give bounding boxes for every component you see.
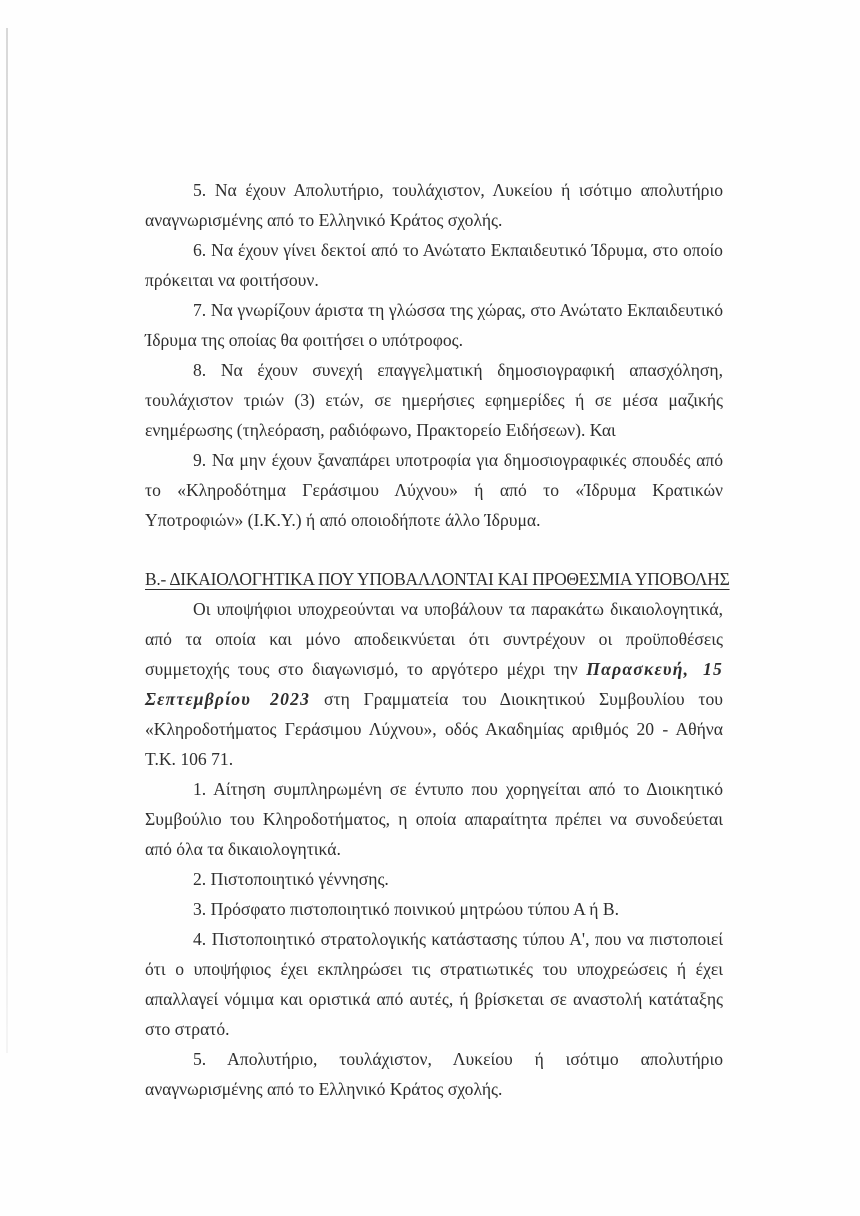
item-number: 5. (193, 180, 207, 200)
item-text: Πρόσφατο πιστοποιητικό ποινικού μητρώου τύπου Α ή Β. (210, 899, 619, 919)
item-number: 7. (193, 300, 207, 320)
item-text: Να γνωρίζουν άριστα τη γλώσσα της χώρας, στο Ανώτατο Εκπαιδευτικό Ίδρυμα της οποίας θα φοιτήσει ο υπότροφος. (145, 300, 724, 350)
item-number: 2. (193, 869, 207, 889)
item-text: Πιστοποιητικό στρατολογικής κατάστασης τύπου Α', που να πιστοποιεί ότι ο υποψήφιος έχει εκπληρώσει τις στρατιωτικές του υποχρεώσεις ή έχει απαλλαγεί νόμιμα και οριστικά από αυτές, ή βρίσκεται σε αναστολή κατάταξης στο στρατό. (145, 929, 723, 1039)
intro-text-after-deadline: στη Γραμματεία του Διοικητικού Συμβουλίου του «Κληροδοτήματος Γεράσιμου Λύχνου», οδός Ακαδημίας αριθμός 20 - Αθήνα Τ.Κ. 106 71. (145, 689, 723, 769)
eligibility-item-6 (145, 235, 723, 295)
document-item-2 (145, 864, 723, 894)
item-number: 6. (193, 240, 207, 260)
item-number: 3. (193, 899, 207, 919)
item-number: 4. (193, 929, 207, 949)
deadline-date: Παρασκευή, 15 Σεπτεμβρίου 2023 (145, 659, 723, 709)
document-item-1 (145, 774, 723, 864)
page-left-edge (6, 28, 8, 1053)
item-text: Πιστοποιητικό γέννησης. (210, 869, 389, 889)
intro-text-before-deadline: Οι υποψήφιοι υποχρεούνται να υποβάλουν τα παρακάτω δικαιολογητικά, από τα οποία και μόνο αποδεικνύεται ότι συντρέχουν οι προϋποθέσεις συμμετοχής τους στο διαγωνισμό, το αργότερο μέχρι την (145, 599, 723, 679)
document-content (145, 0, 730, 1104)
eligibility-item-9 (145, 445, 723, 535)
document-item-3 (145, 894, 723, 924)
section-b-intro-paragraph (145, 594, 723, 774)
item-number: 8. (193, 360, 207, 380)
document-item-4 (145, 924, 723, 1044)
eligibility-item-7 (145, 295, 723, 355)
item-text: Να έχουν συνεχή επαγγελματική δημοσιογραφική απασχόληση, τουλάχιστον τριών (3) ετών, σε ημερήσιες εφημερίδες ή σε μέσα μαζικής ενημέρωσης (τηλεόραση, ραδιόφωνο, Πρακτορείο Ειδήσεων). Και (145, 360, 723, 440)
item-text: Αίτηση συμπληρωμένη σε έντυπο που χορηγείται από το Διοικητικό Συμβούλιο του Κληροδοτήματος, η οποία απαραίτητα πρέπει να συνοδεύεται από όλα τα δικαιολογητικά. (145, 779, 723, 859)
item-number: 5. (193, 1049, 207, 1069)
section-b-heading: Β.- ΔΙΚΑΙΟΛΟΓΗΤΙΚΑ ΠΟΥ ΥΠΟΒΑΛΛΟΝΤΑΙ ΚΑΙ ΠΡΟΘΕΣΜΙΑ ΥΠΟΒΟΛΗΣ (145, 569, 730, 589)
item-text: Απολυτήριο, τουλάχιστον, Λυκείου ή ισότιμο απολυτήριο αναγνωρισμένης από το Ελληνικό Κράτος σχολής. (145, 1049, 723, 1099)
eligibility-item-8 (145, 355, 723, 445)
item-text: Να έχουν γίνει δεκτοί από το Ανώτατο Εκπαιδευτικό Ίδρυμα, στο οποίο πρόκειται να φοιτήσουν. (145, 240, 723, 290)
item-number: 9. (193, 450, 207, 470)
item-text: Να έχουν Απολυτήριο, τουλάχιστον, Λυκείου ή ισότιμο απολυτήριο αναγνωρισμένης από το Ελληνικό Κράτος σχολής. (145, 180, 723, 230)
document-item-5 (145, 1044, 723, 1104)
eligibility-item-5 (145, 175, 723, 235)
item-text: Να μην έχουν ξαναπάρει υποτροφία για δημοσιογραφικές σπουδές από το «Κληροδότημα Γεράσιμου Λύχνου» ή από το «Ίδρυμα Κρατικών Υποτροφιών» (Ι.Κ.Υ.) ή από οποιοδήποτε άλλο Ίδρυμα. (145, 450, 723, 530)
item-number: 1. (193, 779, 207, 799)
